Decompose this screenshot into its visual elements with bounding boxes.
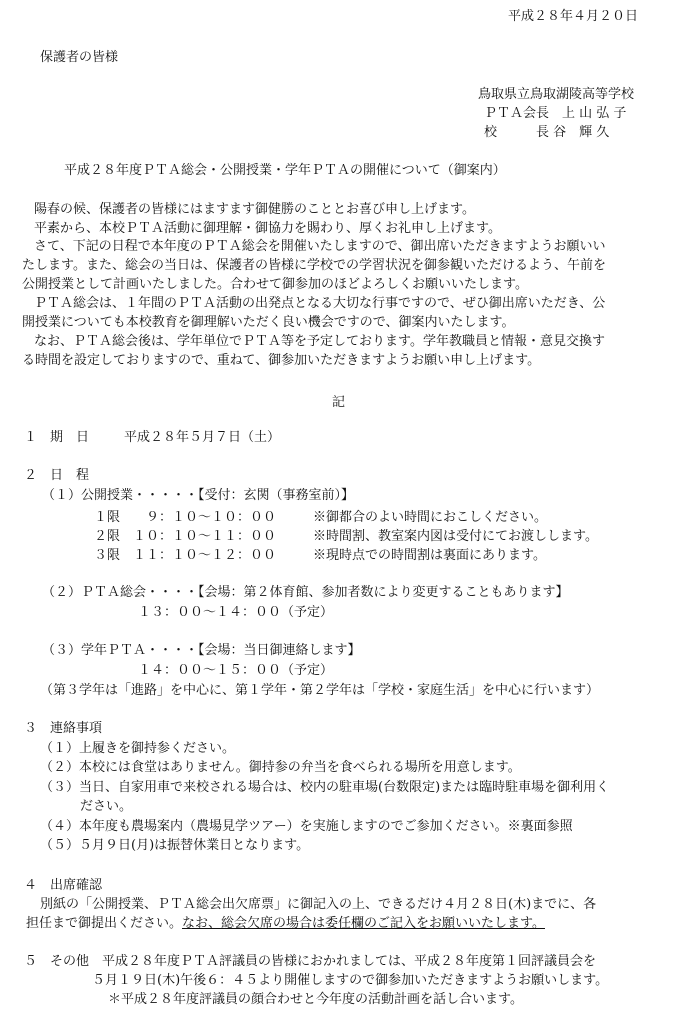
sender-pta-chair: ＰＴＡ会長 上 山 弘 子 (484, 106, 627, 121)
attendance-text: 担任まで御提出ください。 (26, 916, 183, 931)
notice-item: （１）上履きを御持参ください。 (40, 741, 236, 756)
notice-item: （３）当日、自家用車で来校される場合は、校内の駐車場(台数限定)または臨時駐車場を御利用く (40, 780, 610, 795)
period-time: ２限 １０：１０～１１：００ (94, 529, 277, 544)
body-line: ＰＴＡ総会は、１年間のＰＴＡ活動の出発点となる大切な行事ですので、ぜひ御出席いただき、公 (34, 296, 606, 311)
period-time: １限 ９：１０～１０：００ (94, 510, 277, 525)
section1-label: １ 期 日 (24, 430, 90, 445)
sender-school: 鳥取県立鳥取湖陵高等学校 (478, 87, 635, 102)
body-line: たします。また、総会の当日は、保護者の皆様に学校での学習状況を御参観いただけるよう、午前を (22, 258, 606, 273)
section3-heading: ３ 連絡事項 (24, 721, 103, 736)
section5-line: ５ その他 平成２８年度ＰＴＡ評議員の皆様におかれましては、平成２８年度第１回評議員会を (24, 954, 597, 969)
issue-date: 平成２８年４月２０日 (508, 9, 639, 24)
schedule-item-open-class: （１）公開授業・・・・・【受付：玄関（事務室前）】 (42, 488, 355, 503)
proxy-notice-underlined: なお、総会欠席の場合は委任欄のご記入をお願いいたします。 (182, 916, 545, 931)
grade-pta-time: １４：００～１５：００（予定） (138, 663, 334, 678)
notice-item-continued: ださい。 (80, 799, 133, 814)
pta-general-time: １３：００～１４：００（予定） (138, 605, 334, 620)
period-note: ※現時点での時間割は裏面にあります。 (313, 548, 546, 563)
notice-item: （４）本年度も農場案内（農場見学ツアー）を実施しますのでご参加ください。※裏面参照 (40, 819, 573, 834)
attendance-line: 別紙の「公開授業、ＰＴＡ総会出欠席票」に御記入の上、できるだけ４月２８日(木)までに、各 (40, 897, 597, 912)
grade-pta-note: （第３学年は「進路」を中心に、第１学年・第２学年は「学校・家庭生活」を中心に行います） (40, 683, 600, 698)
body-line: 開授業についても本校教育を御理解いただく良い機会ですので、御案内いたします。 (22, 315, 515, 330)
notice-item: （５）５月９日(月)は振替休業日となります。 (40, 838, 310, 853)
document-title: 平成２８年度ＰＴＡ総会・公開授業・学年ＰＴＡの開催について（御案内） (64, 163, 506, 178)
body-line: る時間を設定しておりますので、重ねて、御参加いただきますようお願い申し上げます。 (22, 353, 541, 368)
section2-heading: ２ 日 程 (24, 468, 90, 483)
schedule-item-pta-general: （２）ＰＴＡ総会・・・・【会場：第２体育館、参加者数により変更することもあります】 (42, 585, 569, 600)
section4-heading: ４ 出席確認 (24, 878, 103, 893)
section5-line: ＊平成２８年度評議員の顔合わせと今年度の活動計画を話し合います。 (108, 992, 523, 1007)
body-line: 陽春の候、保護者の皆様にはますます御健勝のこととお喜び申し上げます。 (34, 202, 475, 217)
body-line: なお、ＰＴＡ総会後は、学年単位でＰＴＡ等を予定しております。学年教職員と情報・意見交換す (34, 334, 605, 349)
period-time: ３限 １１：１０～１２：００ (94, 548, 277, 563)
period-note: ※時間割、教室案内図は受付にてお渡しします。 (313, 529, 598, 544)
body-line: さて、下記の日程で本年度のＰＴＡ総会を開催いたしますので、御出席いただきますようお願いい (34, 239, 606, 254)
period-note: ※御都合のよい時間におこしください。 (313, 510, 548, 525)
sender-principal: 校 長 谷 輝 久 (484, 125, 610, 140)
ki-heading: 記 (332, 395, 346, 410)
body-line: 平素から、本校ＰＴＡ活動に御理解・御協力を賜わり、厚くお礼申し上げます。 (34, 221, 501, 236)
addressee: 保護者の皆様 (40, 50, 119, 65)
notice-item: （２）本校には食堂はありません。御持参の弁当を食べられる場所を用意します。 (40, 760, 521, 775)
attendance-line (26, 915, 545, 933)
section5-line: ５月１９日(木)午後６：４５より開催しますので御参加いただきますようお願いします。 (92, 973, 609, 988)
section1-date: 平成２８年５月７日（土） (124, 430, 281, 445)
schedule-item-grade-pta: （３）学年ＰＴＡ・・・・【会場：当日御連絡します】 (42, 643, 361, 658)
body-line: 公開授業として計画いたしました。合わせて御参加のほどよろしくお願いいたします。 (22, 277, 528, 292)
